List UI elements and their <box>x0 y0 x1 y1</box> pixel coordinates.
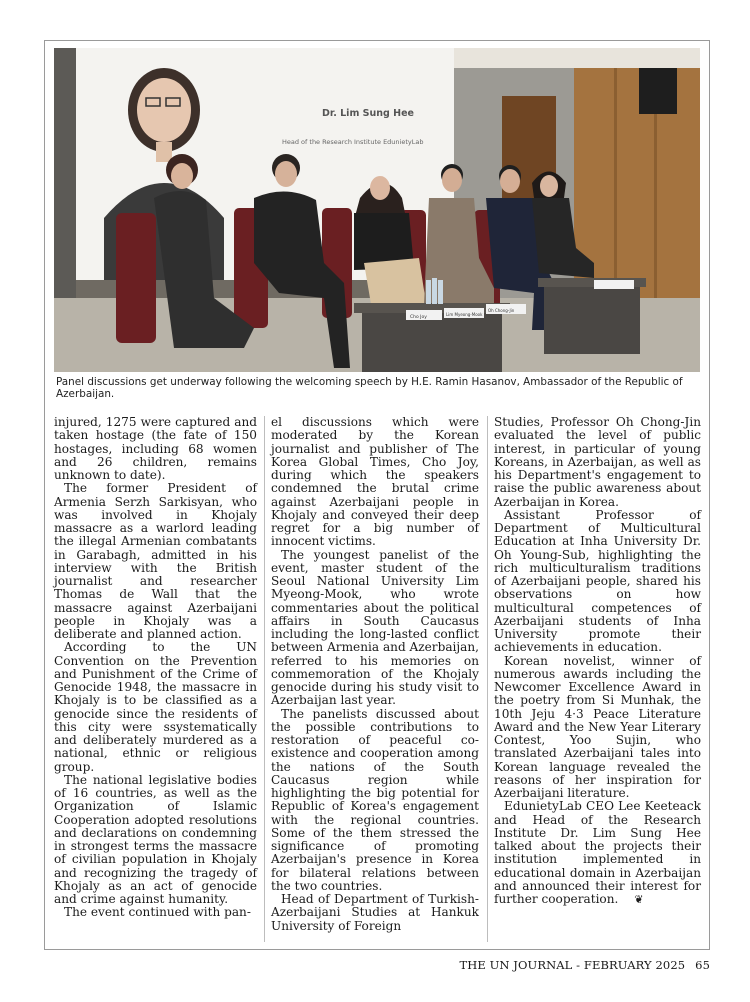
article-column-1 <box>54 416 257 920</box>
column-divider <box>487 416 488 942</box>
column-divider <box>264 416 265 942</box>
screen-name-text: Dr. Lim Sung Hee <box>322 108 414 119</box>
panel-photo <box>54 48 700 372</box>
paragraph: Head of Department of Turkish-Azerbaijani Studies at Hankuk University of Foreign <box>271 892 479 933</box>
paragraph: According to the UN Convention on the Prevention and Punishment of the Crime of Genocide 1948, the massacre in Khojaly is to be classified as a genocide since the residents of this city were ssystematically and deliberately murdered as a national, ethnic or religious group. <box>54 640 257 774</box>
nameplate-1: Cho Joy <box>410 315 427 320</box>
page-number: 65 <box>695 958 710 972</box>
nameplate-2: Lim Myeong-Mook <box>446 312 483 317</box>
last-paragraph <box>494 800 701 906</box>
publication-name: THE UN JOURNAL - FEBRUARY 2025 <box>459 958 686 972</box>
article-column-3 <box>494 416 701 906</box>
paragraph: Assistant Professor of Department of Multicultural Education at Inha University Dr. Oh Young-Sub, highlighting the rich multiculturalism traditions of Azerbaijani people, shared his observations on how multicultural competences of Azerbaijani students of Inha University promote their achievements in education. <box>494 507 701 655</box>
page-footer <box>459 958 710 972</box>
paragraph: el discussions which were moderated by the Korean journalist and publisher of The Korea Global Times, Cho Joy, during which the speakers condemned the brutal crime against Azerbaijani people in Khojaly and conveyed their deep regret for a big number of innocent victims. <box>271 415 479 549</box>
paragraph: injured, 1275 were captured and taken hostage (the fate of 150 hostages, including 68 women and 26 children, remains unknown to date). <box>54 415 257 482</box>
paragraph-text: EdunietyLab CEO Lee Keeteack and Head of the Research Institute Dr. Lim Sung Hee talked about the projects their institution implemented in educational domain in Azerbaijan and announced their interest for further cooperation. <box>494 799 701 906</box>
paragraph: Studies, Professor Oh Chong-Jin evaluated the level of public interest, in particular of young Koreans, in Azerbaijan, as well as his Department's engagement to raise the public awareness about Azerbaijan in Korea. <box>494 415 701 509</box>
article-column-2 <box>271 416 479 933</box>
paragraph: The former President of Armenia Serzh Sarkisyan, who was involved in Khojaly massacre as a warlord leading the illegal Armenian combatants in Garabagh, admitted in his interview with the British journalist and researcher Thomas de Wall that the massacre against Azerbaijani people in Khojaly was a deliberate and planned action. <box>54 481 257 641</box>
screen-title-text: Head of the Research Institute EdunietyLab <box>282 138 424 146</box>
paragraph: The national legislative bodies of 16 countries, as well as the Organization of Islamic Cooperation adopted resolutions and declarations on condemning in strongest terms the massacre of civilian population in Khojaly and recognizing the tragedy of Khojaly as an act of genocide and crime against humanity. <box>54 772 257 906</box>
nameplate-3: Oh Chong-Jin <box>488 308 515 313</box>
paragraph: The youngest panelist of the event, master student of the Seoul National University Lim Myeong-Mook, who wrote commentaries about the political affairs in South Caucasus including the long-lasted conflict between Armenia and Azerbaijan, referred to his memories on commemoration of the Khojaly genocide during his study visit to Azerbaijan last year. <box>271 547 479 708</box>
photo-caption: Panel discussions get underway following the welcoming speech by H.E. Ramin Hasanov, Ambassador of the Republic of Azerbaijan. <box>56 376 683 400</box>
paragraph: Korean novelist, winner of numerous awards including the Newcomer Excellence Award in the poetry from Si Munhak, the 10th Jeju 4·3 Peace Literature Award and the New Year Literary Contest, Yoo Sujin, who translated Azerbaijani tales into Korean language revealed the reasons of her inspiration for Azerbaijani literature. <box>494 653 701 800</box>
paragraph: The event continued with pan- <box>64 905 251 920</box>
paragraph: The panelists discussed about the possible contributions to restoration of peaceful co-existence and cooperation among the nations of the South Caucasus region while highlighting the big potential for Republic of Korea's engagement with the regional countries. Some of the them stressed the significance of promoting Azerbaijan's presence in Korea for bilateral relations between the two countries. <box>271 706 479 893</box>
end-of-article-icon: ❦ <box>634 893 644 906</box>
